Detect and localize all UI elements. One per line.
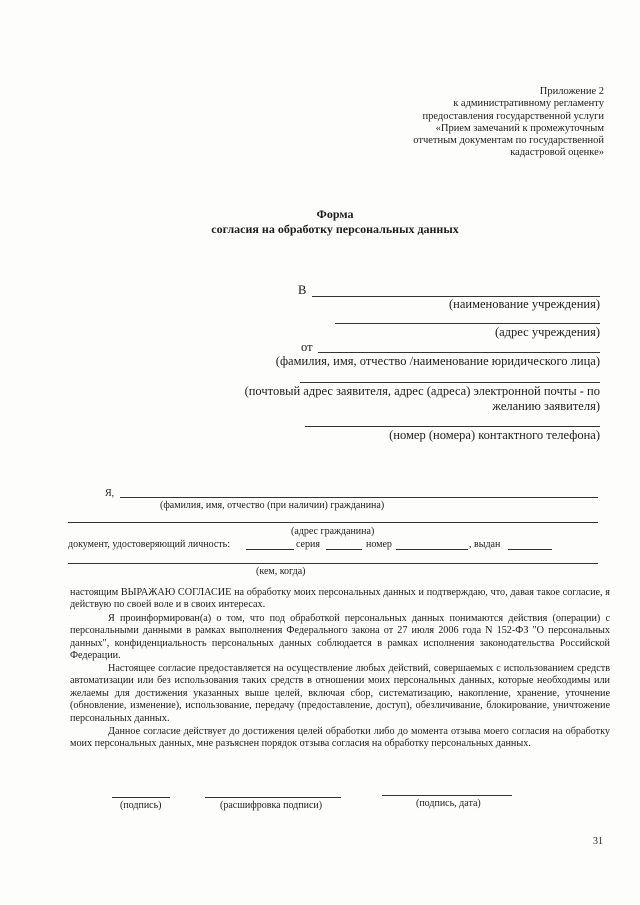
citizen-name-caption: (фамилия, имя, отчество (при наличии) гражданина) bbox=[160, 500, 385, 511]
appendix-line: отчетным документам по государственной bbox=[413, 135, 604, 147]
issuer-line[interactable] bbox=[68, 563, 598, 564]
consent-paragraph: настоящим ВЫРАЖАЮ СОГЛАСИЕ на обработку моих персональных данных и подтверждаю, что, давая такое согласие, я действую по своей воле и в своих интересах. bbox=[70, 587, 610, 611]
series-line[interactable] bbox=[326, 549, 362, 550]
applicant-name-line[interactable] bbox=[318, 352, 600, 353]
transcript-caption: (расшифровка подписи) bbox=[220, 800, 323, 811]
citizen-address-caption: (адрес гражданина) bbox=[291, 526, 375, 537]
signature-date-line[interactable] bbox=[382, 795, 512, 796]
issued-line[interactable] bbox=[508, 549, 552, 550]
form-subtitle: согласия на обработку персональных данных bbox=[211, 222, 459, 236]
applicant-contacts-line[interactable] bbox=[300, 382, 600, 383]
issued-label: , выдан bbox=[469, 539, 501, 550]
appendix-line: к административному регламенту bbox=[453, 98, 604, 110]
form-title: Форма bbox=[316, 207, 354, 221]
info-paragraph: Я проинформирован(а) о том, что под обработкой персональных данных понимаются действия (операции) с персональными данными в рамках выполнения Федерального закона от 27 июля 2006 года N 152-ФЗ "О персональных данных", конфиденциальность персональных данных соблюдается в рамках исполнения законодательства Российской Федерации. bbox=[70, 613, 610, 662]
series-label: серия bbox=[296, 539, 320, 550]
transcript-line[interactable] bbox=[205, 797, 341, 798]
to-label: В bbox=[298, 283, 307, 297]
appendix-line: Приложение 2 bbox=[539, 86, 604, 97]
page-number: 31 bbox=[593, 836, 603, 847]
appendix-line: предоставления государственной услуги bbox=[422, 110, 604, 122]
signature-date-caption: (подпись, дата) bbox=[416, 798, 481, 809]
phone-caption: (номер (номера) контактного телефона) bbox=[389, 428, 600, 442]
from-label: от bbox=[301, 340, 313, 354]
applicant-name-caption: (фамилия, имя, отчество /наименование юридического лица) bbox=[275, 354, 600, 368]
institution-name-caption: (наименование учреждения) bbox=[449, 297, 600, 311]
institution-address-caption: (адрес учреждения) bbox=[494, 325, 600, 339]
number-line[interactable] bbox=[396, 549, 468, 550]
appendix-line: кадастровой оценке» bbox=[510, 147, 604, 159]
citizen-name-line[interactable] bbox=[120, 497, 598, 498]
document-label: документ, удостоверяющий личность: bbox=[68, 539, 230, 550]
signature-caption: (подпись) bbox=[120, 800, 162, 811]
applicant-contacts-caption-1: (почтовый адрес заявителя, адрес (адреса) электронной почты - по bbox=[244, 384, 600, 398]
document-type-line[interactable] bbox=[246, 549, 294, 550]
i-label: Я, bbox=[105, 488, 115, 499]
number-label: номер bbox=[366, 539, 392, 550]
appendix-line: «Прием замечаний к промежуточным bbox=[435, 122, 604, 134]
issuer-caption: (кем, когда) bbox=[256, 566, 306, 577]
signature-line[interactable] bbox=[112, 797, 170, 798]
validity-paragraph: Данное согласие действует до достижения целей обработки либо до момента отзыва моего согласия на обработку моих персональных данных, мне разъяснен порядок отзыва согласия на обработку персональных данных. bbox=[70, 726, 610, 750]
applicant-contacts-caption-2: желанию заявителя) bbox=[492, 399, 600, 413]
citizen-address-line[interactable] bbox=[68, 522, 598, 523]
appendix-block bbox=[413, 86, 604, 160]
phone-line[interactable] bbox=[305, 426, 600, 427]
institution-address-line[interactable] bbox=[335, 323, 600, 324]
scope-paragraph: Настоящее согласие предоставляется на осуществление любых действий, совершаемых с использованием средств автоматизации или без использования таких средств в отношении моих персональных данных, которые необходимы или желаемы для достижения указанных выше целей, включая сбор, систематизацию, накопление, хранение, уточнение (обновление, изменение), использование, передачу (предоставление, доступ), обезличивание, блокирование, уничтожение персональных данных. bbox=[70, 663, 610, 724]
